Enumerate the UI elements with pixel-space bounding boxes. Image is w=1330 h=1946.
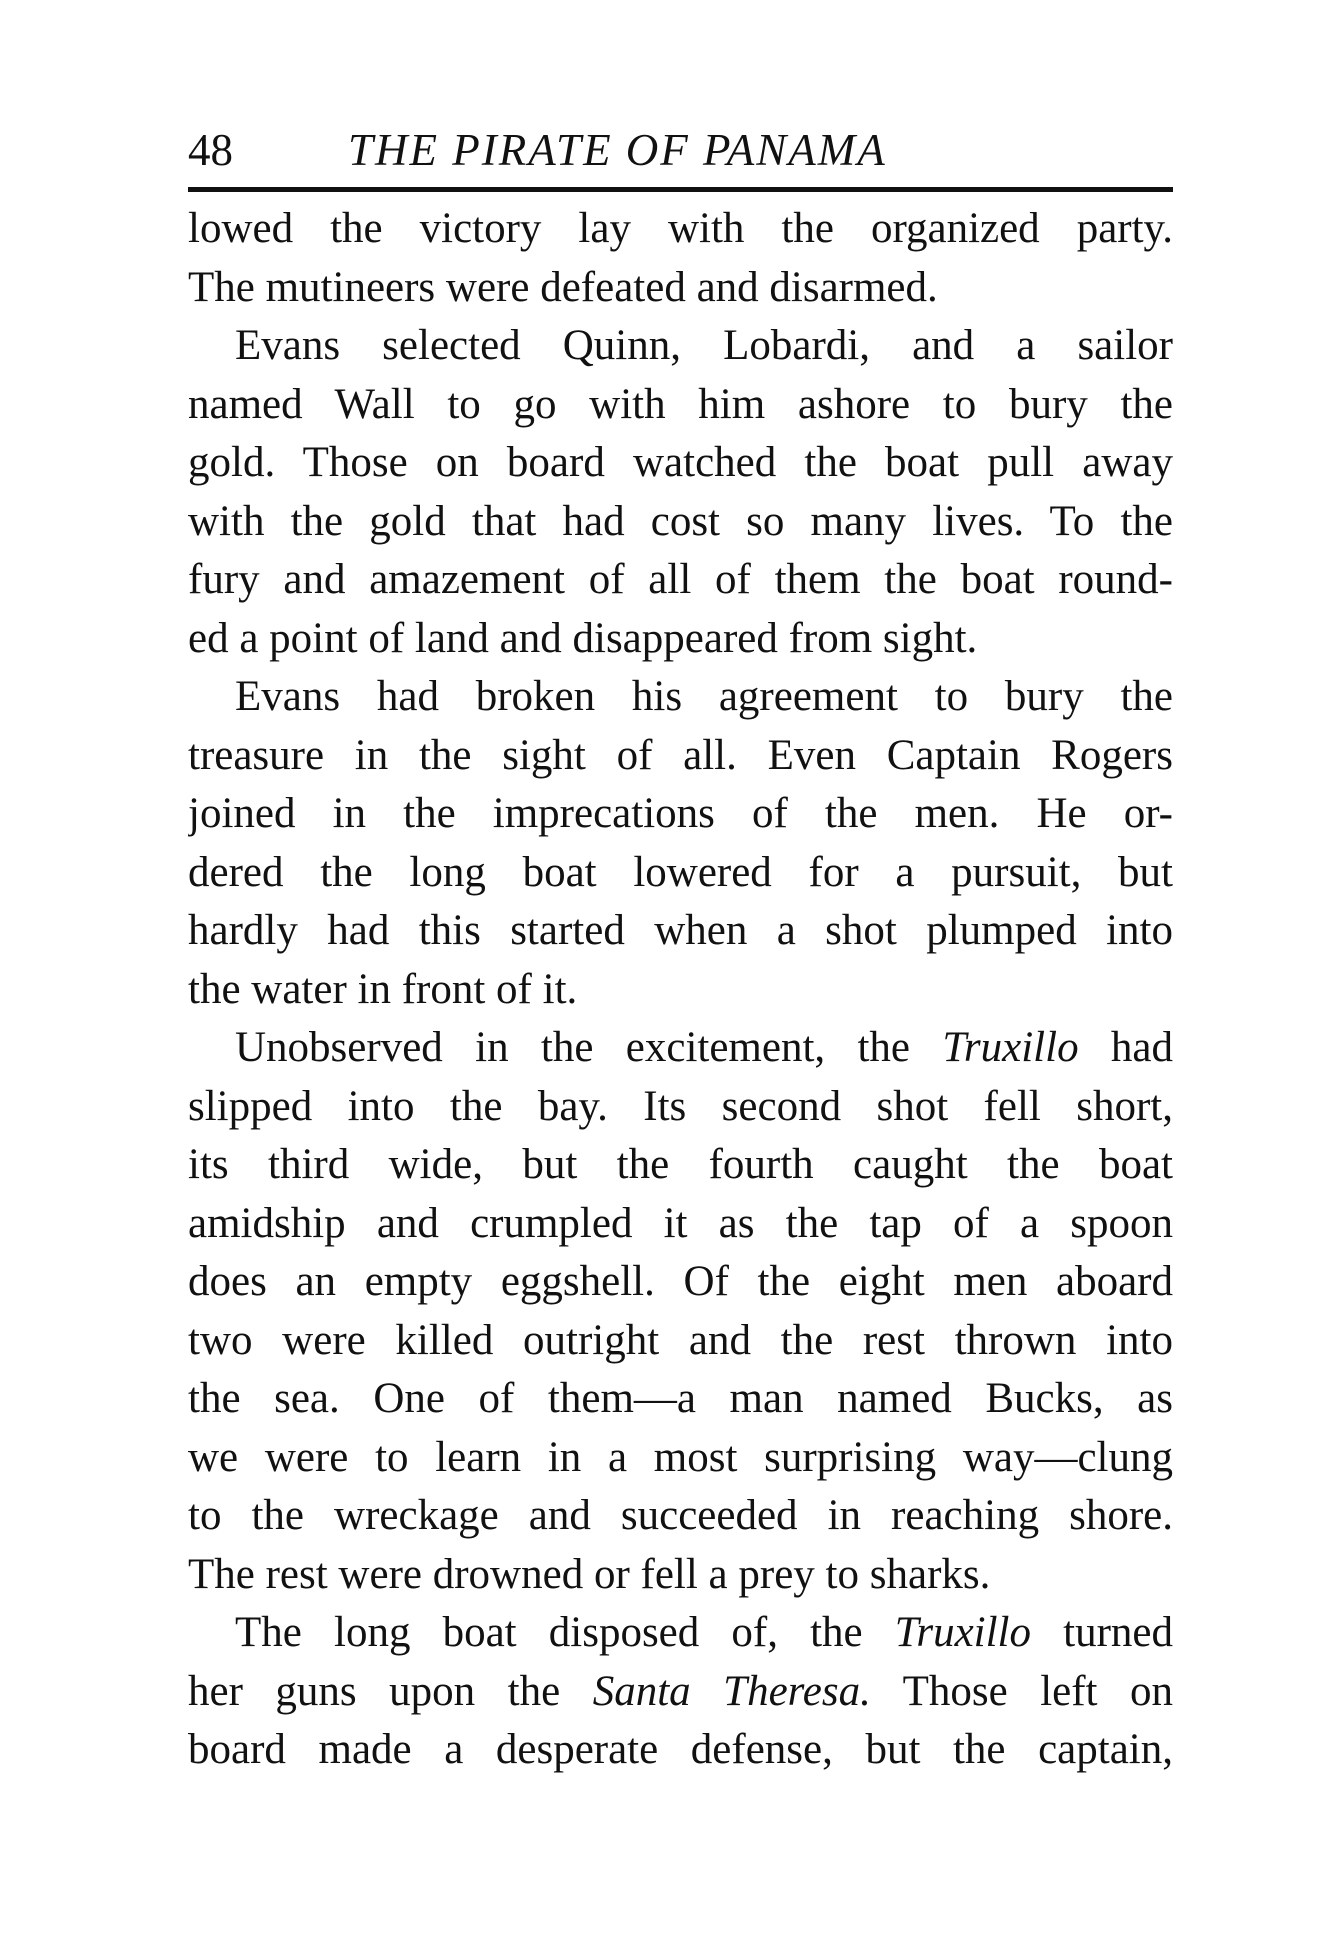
text-run: the sea. One of them—a man named Bucks, as [188, 1375, 1173, 1422]
paragraph [188, 668, 1173, 1019]
page-number: 48 [188, 125, 233, 175]
text-line [188, 1019, 1173, 1078]
paragraph [188, 200, 1173, 317]
text-line [188, 1253, 1173, 1312]
text-run: had [1078, 1024, 1173, 1071]
text-line [188, 551, 1173, 610]
running-title: THE PIRATE OF PANAMA [348, 125, 887, 175]
text-run: hardly had this started when a shot plumped into [188, 907, 1173, 954]
text-run: its third wide, but the fourth caught the boat [188, 1141, 1173, 1188]
text-line [188, 200, 1173, 259]
text-line [188, 1195, 1173, 1254]
header-rule [188, 187, 1173, 192]
running-head [188, 118, 1173, 182]
text-line [188, 1663, 1173, 1722]
text-line [188, 1370, 1173, 1429]
paragraph [188, 1019, 1173, 1604]
paragraph [188, 317, 1173, 668]
text-run: with the gold that had cost so many lives. To the [188, 497, 1173, 545]
text-run: we were to learn in a most surprising way—clung [188, 1433, 1173, 1481]
text-run: joined in the imprecations of the men. He or- [188, 790, 1173, 837]
text-run: fury and amazement of all of them the boat round- [188, 556, 1173, 603]
text-line [188, 434, 1173, 493]
text-line [188, 1546, 1173, 1605]
text-line [188, 259, 1173, 318]
text-line [188, 1312, 1173, 1371]
text-line [188, 1429, 1173, 1488]
text-run: The long boat disposed of, the [235, 1609, 895, 1656]
text-run: does an empty eggshell. Of the eight men aboard [188, 1258, 1173, 1305]
text-run: lowed the victory lay with the organized party. [188, 205, 1173, 252]
paragraph [188, 1604, 1173, 1780]
text-run: amidship and crumpled it as the tap of a spoon [188, 1199, 1173, 1247]
text-line [188, 1721, 1173, 1780]
text-run: board made a desperate defense, but the captain, [188, 1726, 1173, 1773]
text-line [188, 1604, 1173, 1663]
text-line [188, 902, 1173, 961]
text-run: ed a point of land and disappeared from sight. [188, 614, 978, 662]
text-line [188, 317, 1173, 376]
text-run: the water in front of it. [188, 965, 578, 1013]
text-line [188, 785, 1173, 844]
text-run: treasure in the sight of all. Even Captain Rogers [188, 731, 1173, 779]
text-line [188, 961, 1173, 1020]
text-run: turned [1031, 1609, 1173, 1656]
text-run: Evans selected Quinn, Lobardi, and a sailor [235, 322, 1173, 369]
text-line [188, 1487, 1173, 1546]
italic-text: Santa Theresa. [592, 1667, 871, 1715]
text-run: Unobserved in the excitement, the [235, 1024, 943, 1071]
text-run: Those left on [870, 1667, 1173, 1715]
text-run: The rest were drowned or fell a prey to sharks. [188, 1550, 991, 1598]
text-run: dered the long boat lowered for a pursuit, but [188, 848, 1173, 896]
italic-text: Truxillo [894, 1609, 1031, 1656]
text-line [188, 727, 1173, 786]
text-line [188, 1078, 1173, 1137]
text-line [188, 493, 1173, 552]
text-run: her guns upon the [188, 1667, 593, 1715]
text-line [188, 376, 1173, 435]
text-line [188, 844, 1173, 903]
text-run: two were killed outright and the rest thrown into [188, 1316, 1173, 1364]
text-line [188, 610, 1173, 669]
italic-text: Truxillo [942, 1024, 1079, 1071]
book-page [188, 118, 1173, 1780]
text-run: Evans had broken his agreement to bury the [235, 673, 1173, 720]
body-text [188, 200, 1173, 1780]
text-run: to the wreckage and succeeded in reaching shore. [188, 1492, 1173, 1539]
text-line [188, 668, 1173, 727]
text-run: The mutineers were defeated and disarmed. [188, 263, 938, 311]
text-line [188, 1136, 1173, 1195]
text-run: slipped into the bay. Its second shot fell short, [188, 1082, 1173, 1130]
text-run: gold. Those on board watched the boat pull away [188, 439, 1173, 486]
text-run: named Wall to go with him ashore to bury the [188, 380, 1173, 428]
